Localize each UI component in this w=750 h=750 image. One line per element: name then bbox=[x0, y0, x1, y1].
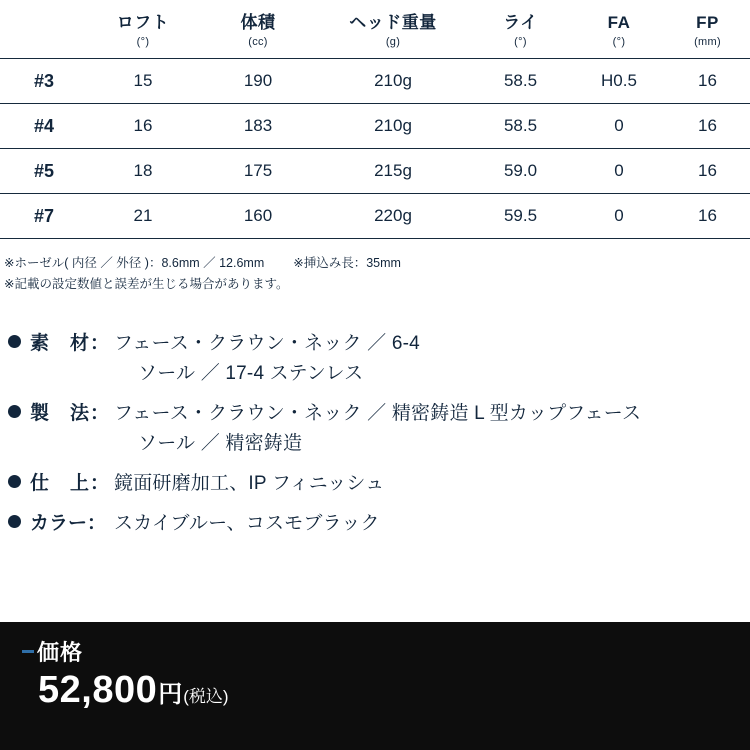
cell-club: #4 bbox=[0, 104, 88, 149]
bullet-icon bbox=[8, 515, 21, 528]
column-header-fp bbox=[665, 0, 750, 59]
spec-value-material-line2: ソール ／ 17-4 ステンレス bbox=[138, 363, 364, 384]
price-title-row bbox=[22, 636, 750, 667]
cell-volume: 183 bbox=[198, 104, 318, 149]
spec-value-construction-line2: ソール ／ 精密鋳造 bbox=[138, 433, 303, 454]
price-title: 価格 bbox=[37, 640, 84, 665]
column-header-head-weight bbox=[318, 0, 468, 59]
table-row bbox=[0, 149, 750, 194]
cell-fp: 16 bbox=[665, 104, 750, 149]
spec-value-finish bbox=[114, 469, 384, 499]
cell-head-weight: 215g bbox=[318, 149, 468, 194]
spec-table-body bbox=[0, 59, 750, 239]
footnote-hosel: ※ホーゼル( 内径 ／ 外径 )：8.6mm ／ 12.6mm bbox=[4, 256, 265, 270]
cell-head-weight: 220g bbox=[318, 194, 468, 239]
material-spec-list bbox=[8, 329, 750, 539]
price-currency: 円 bbox=[158, 681, 183, 708]
spec-table bbox=[0, 0, 750, 239]
spec-value-color-line1: スカイブルー、コスモブラック bbox=[114, 513, 380, 534]
bullet-icon bbox=[8, 335, 21, 348]
column-header-lie bbox=[468, 0, 573, 59]
cell-loft: 15 bbox=[88, 59, 198, 104]
cell-fp: 16 bbox=[665, 149, 750, 194]
cell-head-weight: 210g bbox=[318, 59, 468, 104]
dash-icon bbox=[22, 650, 34, 653]
table-row bbox=[0, 104, 750, 149]
column-header-volume-unit: (cc) bbox=[248, 36, 268, 48]
bullet-icon bbox=[8, 405, 21, 418]
list-item bbox=[8, 469, 750, 499]
column-header-loft-unit: (°) bbox=[136, 36, 150, 48]
price-tax-note: (税込) bbox=[183, 687, 229, 706]
table-row bbox=[0, 59, 750, 104]
footnote-insert-length: ※挿込み長：35mm bbox=[293, 256, 401, 270]
cell-loft: 16 bbox=[88, 104, 198, 149]
footnotes bbox=[4, 253, 750, 295]
spec-value-color bbox=[114, 509, 380, 539]
cell-fp: 16 bbox=[665, 194, 750, 239]
cell-head-weight: 210g bbox=[318, 104, 468, 149]
table-row bbox=[0, 194, 750, 239]
column-header-fa bbox=[573, 0, 665, 59]
spec-value-finish-line1: 鏡面研磨加工、IP フィニッシュ bbox=[114, 473, 385, 494]
cell-lie: 58.5 bbox=[468, 59, 573, 104]
cell-loft: 21 bbox=[88, 194, 198, 239]
list-item bbox=[8, 329, 750, 389]
cell-lie: 58.5 bbox=[468, 104, 573, 149]
spec-value-construction bbox=[114, 399, 641, 459]
spec-label-construction: 製 法： bbox=[30, 403, 111, 424]
column-header-lie-unit: (°) bbox=[514, 36, 527, 48]
column-header-lie-label: ライ bbox=[503, 13, 538, 32]
cell-fa: H0.5 bbox=[573, 59, 665, 104]
spec-label-finish: 仕 上： bbox=[30, 473, 111, 494]
column-header-fp-label: FP bbox=[696, 13, 719, 32]
price-amount-row bbox=[22, 669, 750, 712]
cell-club: #5 bbox=[0, 149, 88, 194]
column-header-loft-label: ロフト bbox=[116, 13, 170, 32]
spec-table-head bbox=[0, 0, 750, 59]
cell-lie: 59.0 bbox=[468, 149, 573, 194]
cell-fp: 16 bbox=[665, 59, 750, 104]
cell-club: #7 bbox=[0, 194, 88, 239]
cell-club: #3 bbox=[0, 59, 88, 104]
cell-lie: 59.5 bbox=[468, 194, 573, 239]
price-band bbox=[0, 622, 750, 750]
cell-fa: 0 bbox=[573, 194, 665, 239]
cell-volume: 175 bbox=[198, 149, 318, 194]
column-header-head-weight-label: ヘッド重量 bbox=[349, 13, 437, 32]
column-header-fa-label: FA bbox=[607, 13, 631, 32]
cell-volume: 160 bbox=[198, 194, 318, 239]
spec-label-material: 素 材： bbox=[30, 333, 111, 354]
column-header-fp-unit: (mm) bbox=[694, 36, 721, 48]
spec-value-material bbox=[114, 329, 420, 389]
price-amount: 52,800 bbox=[38, 669, 158, 711]
column-header-volume bbox=[198, 0, 318, 59]
cell-fa: 0 bbox=[573, 149, 665, 194]
list-item bbox=[8, 509, 750, 539]
spec-value-material-line1: フェース・クラウン・ネック ／ 6-4 bbox=[114, 333, 420, 354]
list-item bbox=[8, 399, 750, 459]
column-header-head-weight-unit: (g) bbox=[385, 36, 401, 48]
footnote-line-2: ※記載の設定数値と誤差が生じる場合があります。 bbox=[4, 277, 289, 291]
spec-label-color: カラー： bbox=[30, 513, 107, 534]
column-header-loft bbox=[88, 0, 198, 59]
bullet-icon bbox=[8, 475, 21, 488]
table-header-row bbox=[0, 0, 750, 59]
cell-fa: 0 bbox=[573, 104, 665, 149]
footnote-line-1 bbox=[4, 253, 750, 274]
column-header-volume-label: 体積 bbox=[240, 13, 276, 32]
spec-value-construction-line1: フェース・クラウン・ネック ／ 精密鋳造 L 型カップフェース bbox=[114, 403, 642, 424]
column-header-club bbox=[0, 0, 88, 59]
cell-volume: 190 bbox=[198, 59, 318, 104]
column-header-fa-unit: (°) bbox=[612, 36, 626, 48]
cell-loft: 18 bbox=[88, 149, 198, 194]
